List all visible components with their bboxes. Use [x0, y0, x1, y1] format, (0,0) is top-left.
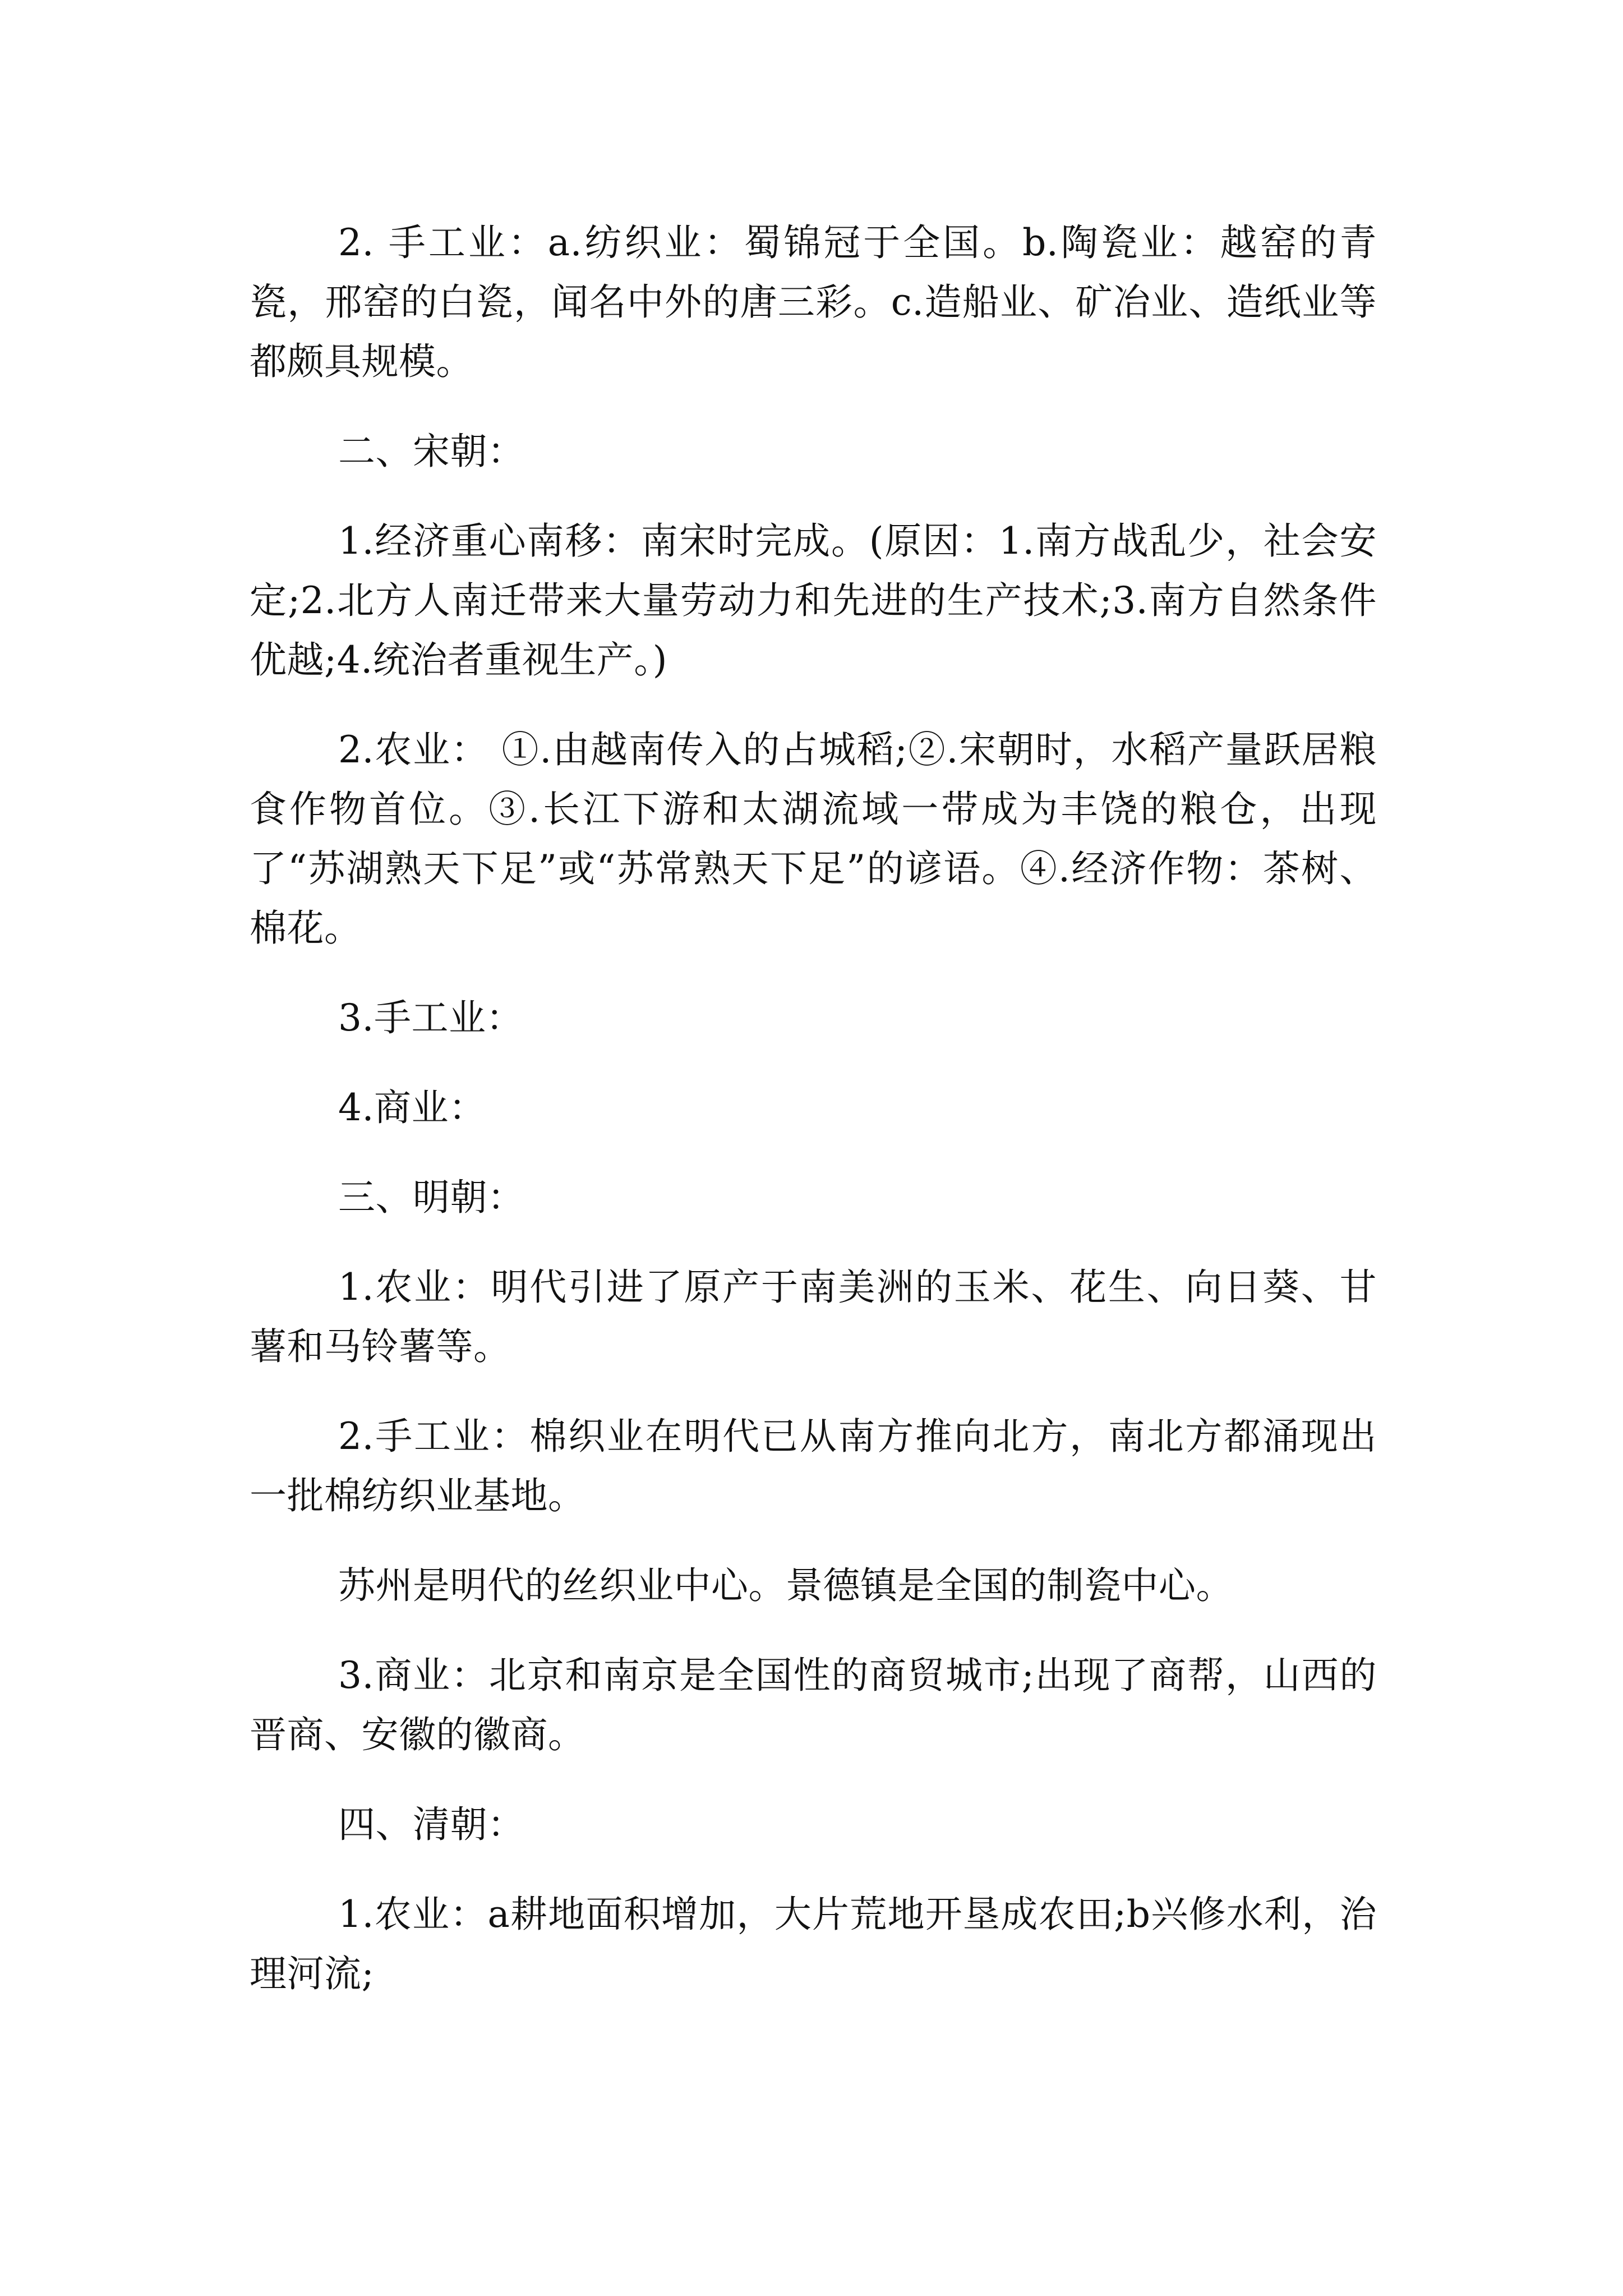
- paragraph-qing-agriculture: 1.农业：a耕地面积增加，大片荒地开垦成农田;b兴修水利，治理河流;: [250, 1893, 1377, 1995]
- paragraph-ming-agriculture: 1.农业：明代引进了原产于南美洲的玉米、花生、向日葵、甘薯和马铃薯等。: [250, 1266, 1377, 1368]
- heading-song-dynasty: 二、宋朝：: [338, 430, 525, 473]
- paragraph-tang-handicraft: 2. 手工业：a.纺织业：蜀锦冠于全国。b.陶瓷业：越窑的青瓷，邢窑的白瓷，闻名中外的唐三彩。c.造船业、矿冶业、造纸业等都颇具规模。: [250, 221, 1377, 383]
- paragraph-ming-commerce: 3.商业：北京和南京是全国性的商贸城市;出现了商帮，山西的晋商、安徽的徽商。: [250, 1654, 1377, 1756]
- paragraph-song-economic-shift: 1.经济重心南移：南宋时完成。(原因：1.南方战乱少，社会安定;2.北方人南迁带来大量劳动力和先进的生产技术;3.南方自然条件优越;4.统治者重视生产。): [250, 519, 1377, 682]
- heading-ming-dynasty: 三、明朝：: [338, 1176, 525, 1219]
- paragraph-ming-silk-porcelain: 苏州是明代的丝织业中心。景德镇是全国的制瓷中心。: [338, 1564, 1233, 1607]
- heading-qing-dynasty: 四、清朝：: [338, 1803, 525, 1846]
- paragraph-song-agriculture: 2.农业： ①.由越南传入的占城稻;②.宋朝时，水稻产量跃居粮食作物首位。③.长江下游和太湖流域一带成为丰饶的粮仓，出现了“苏湖熟天下足”或“苏常熟天下足”的谚语。④.经济作物：茶树、棉花。: [250, 728, 1377, 950]
- paragraph-song-handicraft: 3.手工业：: [338, 996, 523, 1039]
- paragraph-song-commerce: 4.商业：: [338, 1086, 486, 1129]
- paragraph-ming-handicraft: 2.手工业：棉织业在明代已从南方推向北方，南北方都涌现出一批棉纺织业基地。: [250, 1415, 1377, 1517]
- document-page: [250, 213, 1377, 2034]
